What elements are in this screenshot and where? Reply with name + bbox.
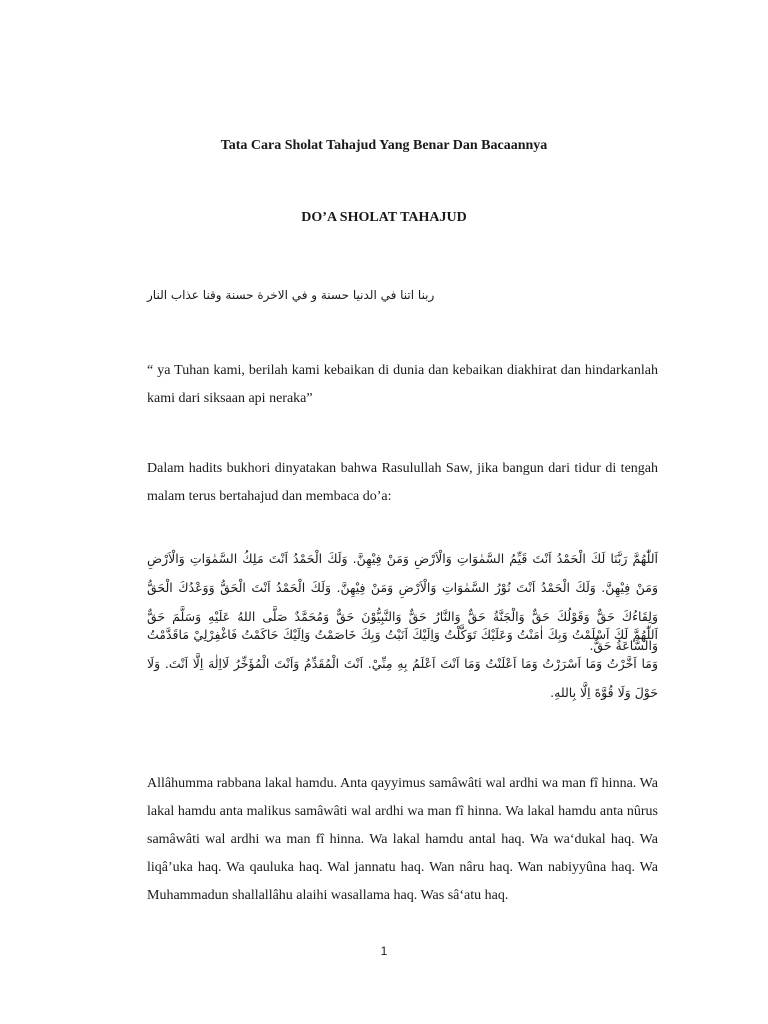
section-heading: DO’A SHOLAT TAHAJUD bbox=[301, 210, 467, 225]
document-title: Tata Cara Sholat Tahajud Yang Benar Dan Bacaannya bbox=[220, 138, 548, 153]
arabic-prayer-paragraph-2: اَللّٰهُمَّ لَكَ اَسْلَمْتُ وَبِكَ اٰمَنْتُ وَعَلَيْكَ تَوَكَّلْتُ وَاِلَيْكَ اَنَبْتُ وَبِكَ خَاصَمْتُ وَاِلَيْكَ حَاكَمْتُ فَاغْفِرْلِيْ مَاقَدَّمْتُ وَمَا اَخَّرْتُ وَمَا اَسْرَرْتُ وَمَا اَعْلَنْتُ وَمَا اَنْتَ اَعْلَمُ بِهِ مِنِّيْ. اَنْتَ الْمُقَدِّمُ وَاَنْتَ الْمُؤَخِّرُ لَااِلٰهَ اِلَّا اَنْتَ. وَلَا حَوْلَ وَلَا قُوَّةَ اِلَّا بِاللهِ. bbox=[147, 627, 658, 700]
hadith-intro-paragraph: Dalam hadits bukhori dinyatakan bahwa Rasulullah Saw, jika bangun dari tidur di tengah malam terus bertahajud dan membaca do’a: bbox=[147, 461, 658, 504]
translation-paragraph: “ ya Tuhan kami, berilah kami kebaikan di dunia dan kebaikan diakhirat dan hindarkanlah kami dari siksaan api neraka” bbox=[147, 363, 658, 406]
transliteration-paragraph: Allâhumma rabbana lakal hamdu. Anta qayyimus samâwâti wal ardhi wa man fî hinna. Wa lakal hamdu anta malikus samâwâti wal ardhi wa man fî hinna. Wa lakal hamdu anta nûrus samâwâti wal ardhi wa man fî hinna. Wa lakal hamdu antal haq. Wa wa‘dukal haq. Wa liqâ’uka haq. Wa qauluka haq. Wal jannatu haq. Wan nâru haq. Wan nabiyyûna haq. Wa Muhammadun shallallâhu alaihi wasallama haq. Was sâ‘atu haq. bbox=[147, 776, 658, 903]
arabic-short-prayer: ربنا اتنا في الدنيا حسنة و في الاخرة حسنة وقنا عذاب النار bbox=[147, 288, 435, 302]
page-number: 1 bbox=[380, 944, 388, 958]
arabic-prayer-paragraph-1: اَللّٰهُمَّ رَبَّنَا لَكَ الْحَمْدُ اَنْتَ قَيِّمُ السَّمٰوَاتِ وَالْاَرْضِ وَمَنْ فِيْهِنَّ. وَلَكَ الْحَمْدُ اَنْتَ مَلِكُ السَّمٰوَاتِ وَالْاَرْضِ وَمَنْ فِيْهِنَّ. وَلَكَ الْحَمْدُ اَنْتَ نُوْرُ السَّمٰوَاتِ وَالْاَرْضِ وَمَنْ فِيْهِنَّ. وَلَكَ الْحَمْدُ اَنْتَ الْحَقُّ وَوَعْدُكَ الْحَقُّ وَلِقَاءُكَ حَقٌّ وَقَوْلُكَ حَقٌّ وَالْجَنَّةُ حَقٌّ وَالنَّارُ حَقٌّ وَالنَّبِيُّوْنَ حَقٌّ وَمُحَمَّدٌ صَلَّى اللهُ عَلَيْهِ وَسَلَّمَ حَقٌّ وَالسَّاعَةُ حَقٌّ. bbox=[147, 551, 658, 653]
